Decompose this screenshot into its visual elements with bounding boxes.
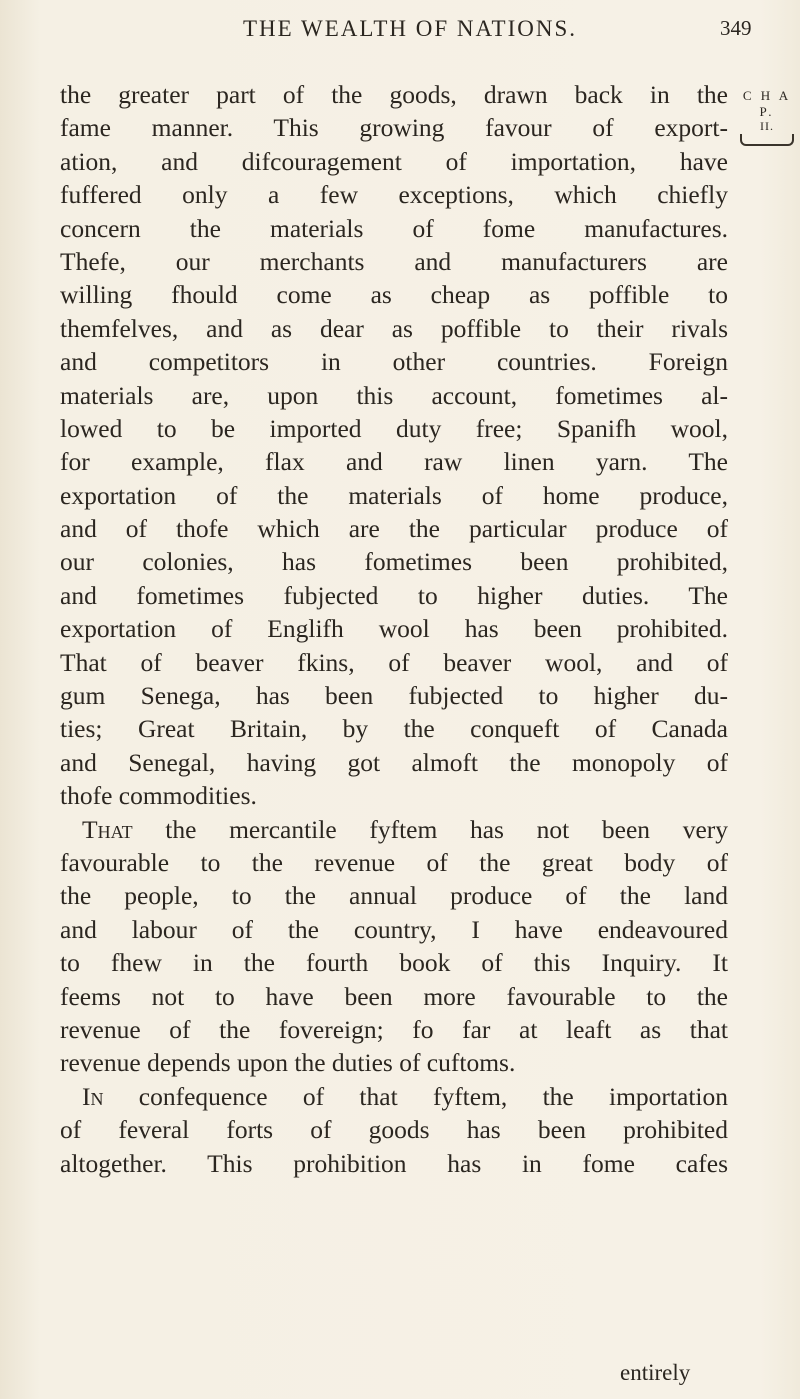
text-line: concern the materials of fome manufactures. xyxy=(60,213,728,243)
text-line: and fometimes fubjected to higher duties. The xyxy=(60,580,728,610)
text-line: altogether. This prohibition has in fome cafes xyxy=(60,1148,728,1178)
text-line: thofe commodities. xyxy=(60,781,257,811)
text-line: and Senegal, having got almoft the monopoly of xyxy=(60,747,728,777)
text-line: of feveral forts of goods has been prohibited xyxy=(60,1115,728,1145)
text-line: and of thofe which are the particular produce of xyxy=(60,514,728,544)
chapter-number: II. xyxy=(760,119,774,134)
running-title: THE WEALTH OF NATIONS. xyxy=(242,16,578,41)
margin-brace xyxy=(740,134,794,146)
text-line: confequence of that fyftem, the importation xyxy=(103,1081,728,1111)
chapter-margin-note xyxy=(737,88,797,146)
text-line: Thefe, our merchants and manufacturers are xyxy=(60,246,728,276)
body-text xyxy=(60,78,728,1180)
text-line: favourable to the revenue of the great body of xyxy=(60,847,728,877)
text-line: for example, flax and raw linen yarn. The xyxy=(60,447,728,477)
text-line: ties; Great Britain, by the conqueft of Canada xyxy=(60,714,728,744)
text-line: the mercantile fyftem has not been very xyxy=(132,814,728,844)
text-line: ation, and difcouragement of importation, have xyxy=(60,146,728,176)
text-line: and labour of the country, I have endeavoured xyxy=(60,914,728,944)
text-line: gum Senega, has been fubjected to higher du- xyxy=(60,681,728,711)
text-line: That of beaver fkins, of beaver wool, and of xyxy=(60,647,728,677)
text-line: the greater part of the goods, drawn back in the xyxy=(60,80,728,109)
paragraph-first-line xyxy=(60,1080,728,1113)
text-line: our colonies, has fometimes been prohibited, xyxy=(60,547,728,577)
small-caps-lead: In xyxy=(82,1081,104,1111)
text-line: materials are, upon this account, fometimes al- xyxy=(60,380,728,410)
text-line: fuffered only a few exceptions, which chiefly xyxy=(60,180,728,210)
text-line: revenue of the fovereign; fo far at leaft as that xyxy=(60,1014,728,1044)
text-line: fame manner. This growing favour of export- xyxy=(60,113,728,143)
chapter-label: C H A P. xyxy=(742,88,792,119)
small-caps-lead: That xyxy=(82,814,133,844)
page-number: 349 xyxy=(720,16,752,40)
text-line: revenue depends upon the duties of cuftoms. xyxy=(60,1048,516,1078)
text-line: exportation of the materials of home produce, xyxy=(60,480,728,510)
text-line: themfelves, and as dear as poffible to their rivals xyxy=(60,313,728,343)
text-line: exportation of Englifh wool has been prohibited. xyxy=(60,614,728,644)
text-line: lowed to be imported duty free; Spanifh wool, xyxy=(60,413,728,443)
text-line: and competitors in other countries. Foreign xyxy=(60,347,728,377)
catchword: entirely xyxy=(620,1360,691,1385)
paragraph-first-line xyxy=(60,813,728,846)
text-line: feems not to have been more favourable to the xyxy=(60,981,728,1011)
text-line: to fhew in the fourth book of this Inquiry. It xyxy=(60,948,728,978)
text-line: the people, to the annual produce of the land xyxy=(60,881,728,911)
text-line: willing fhould come as cheap as poffible to xyxy=(60,280,728,310)
